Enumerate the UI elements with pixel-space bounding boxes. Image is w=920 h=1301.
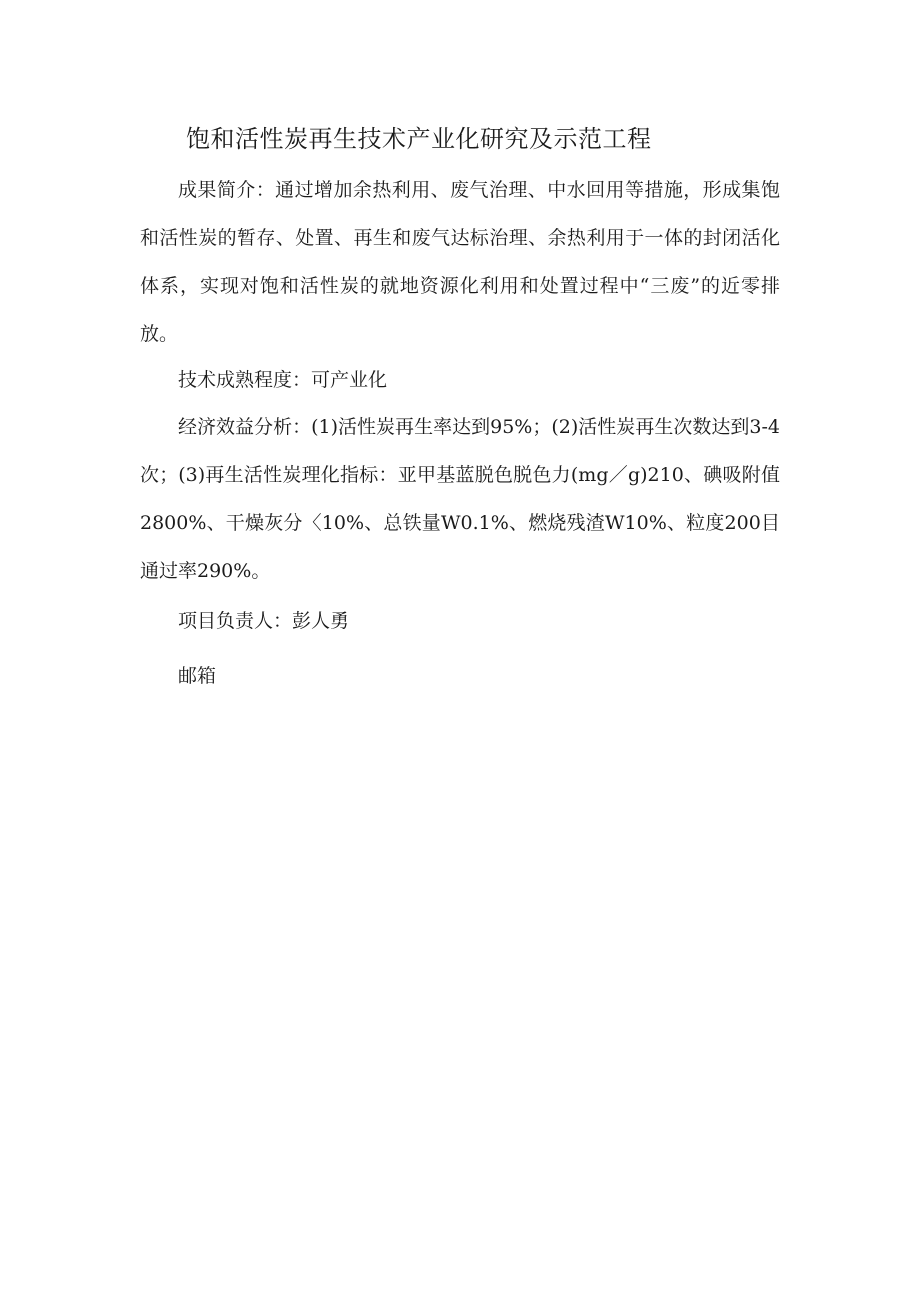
summary-paragraph: 成果简介：通过增加余热利用、废气治理、中水回用等措施，形成集饱和活性炭的暂存、处置、再生和废气达标治理、余热利用于一体的封闭活化体系，实现对饱和活性炭的就地资源化利用和处置过程中“三废”的近零排放。 <box>140 179 780 345</box>
email-paragraph: 邮箱 <box>178 665 217 687</box>
economic-benefit-paragraph: 经济效益分析：(1)活性炭再生率达到95%；(2)活性炭再生次数达到3-4次；(3)再生活性炭理化指标：亚甲基蓝脱色脱色力(mg／g)210、碘吸附值2800%、干燥灰分〈10%、总铁量W0.1%、燃烧残渣W10%、粒度200目通过率290%。 <box>140 416 780 582</box>
maturity-paragraph: 技术成熟程度：可产业化 <box>178 369 388 391</box>
project-leader-paragraph: 项目负责人：彭人勇 <box>178 610 350 632</box>
document-title: 饱和活性炭再生技术产业化研究及示范工程 <box>186 125 652 153</box>
